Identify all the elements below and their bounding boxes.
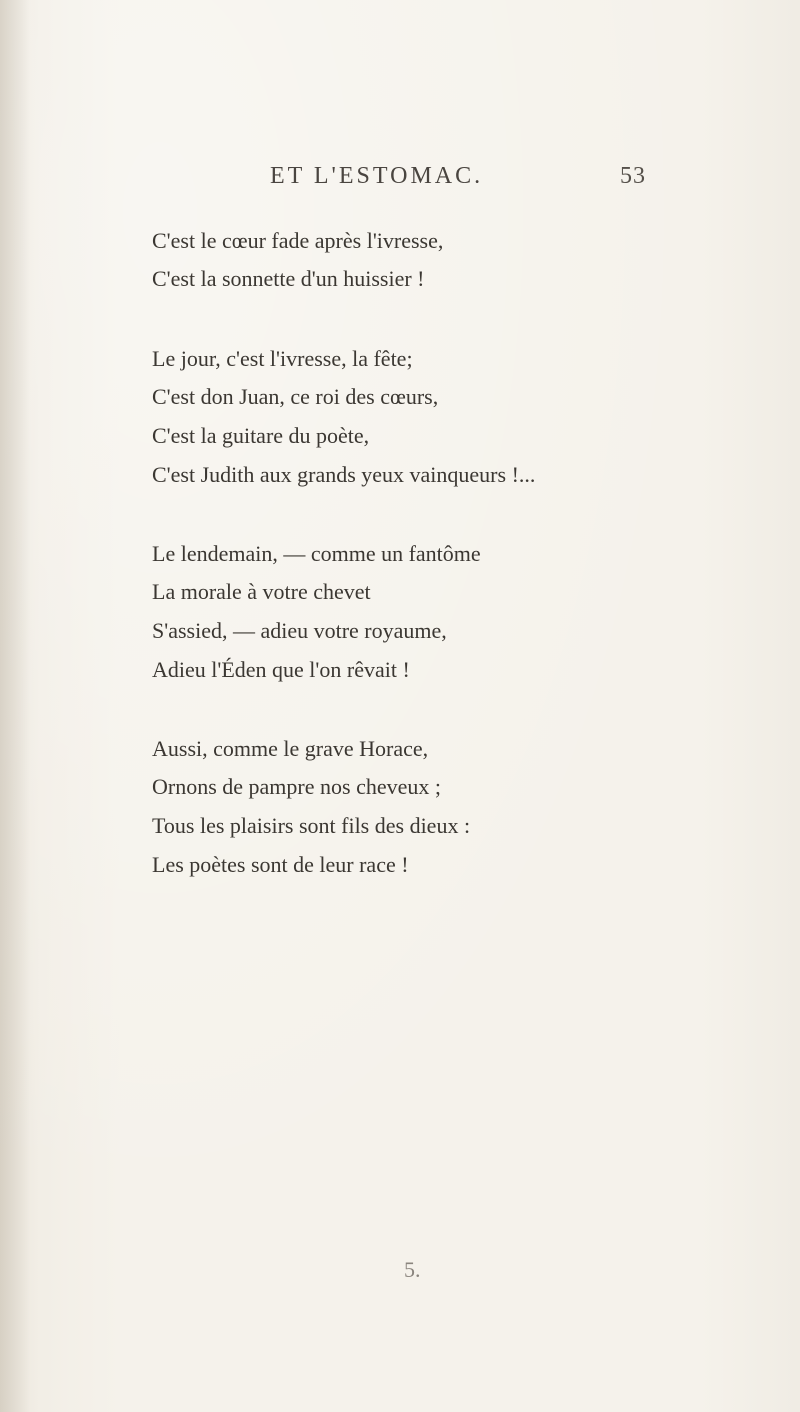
poem-line: C'est la sonnette d'un huissier ! xyxy=(152,266,425,291)
running-head-title: ET L'ESTOMAC. xyxy=(270,163,484,189)
poem-line: Ornons de pampre nos cheveux ; xyxy=(152,774,441,799)
poem-line: S'assied, — adieu votre royaume, xyxy=(152,618,447,643)
poem-line: Aussi, comme le grave Horace, xyxy=(152,736,429,761)
poem-line: Le jour, c'est l'ivresse, la fête; xyxy=(152,346,413,371)
page-gutter-shadow xyxy=(0,0,30,1412)
poem-line: Adieu l'Éden que l'on rêvait ! xyxy=(152,657,410,682)
page-number: 53 xyxy=(620,163,646,189)
poem-line: La morale à votre chevet xyxy=(152,579,371,604)
running-head xyxy=(0,163,800,193)
poem-line: C'est le cœur fade après l'ivresse, xyxy=(152,228,444,253)
poem-line: C'est la guitare du poète, xyxy=(152,423,370,448)
poem-line: Tous les plaisirs sont fils des dieux : xyxy=(152,813,471,838)
poem-line: C'est Judith aux grands yeux vainqueurs !... xyxy=(152,462,536,487)
signature-mark: 5. xyxy=(404,1257,421,1282)
poem-line: Le lendemain, — comme un fantôme xyxy=(152,541,481,566)
poem-line: C'est don Juan, ce roi des cœurs, xyxy=(152,384,439,409)
poem-line: Les poètes sont de leur race ! xyxy=(152,852,409,877)
